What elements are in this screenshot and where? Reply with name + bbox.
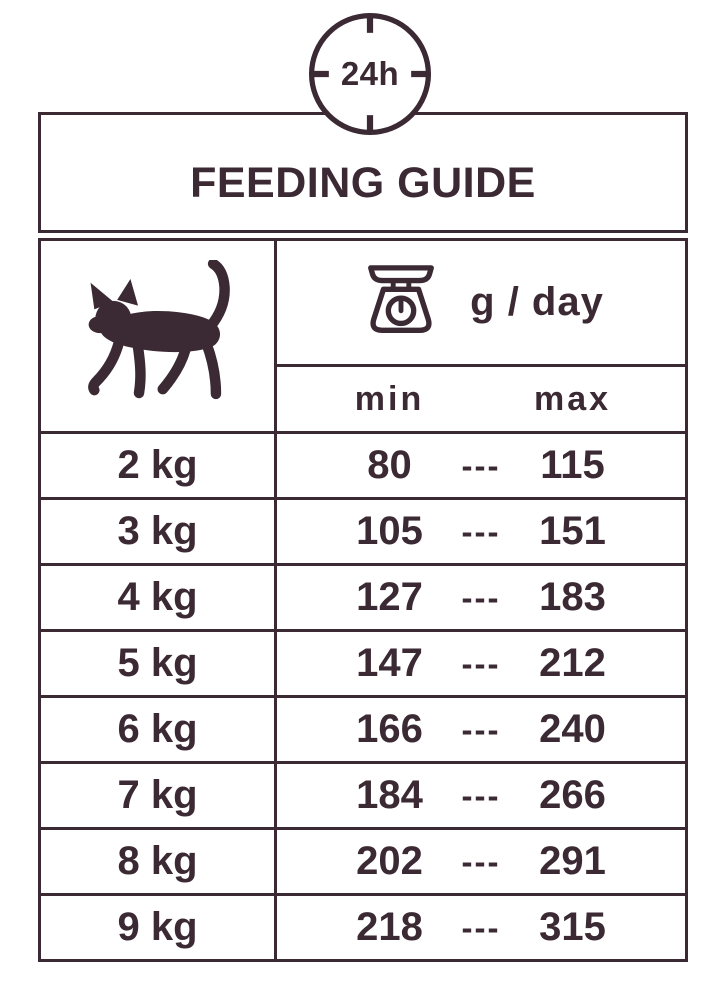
weight-cell: 2 kg (41, 434, 277, 497)
table-header (41, 241, 685, 431)
max-value: 183 (539, 575, 606, 619)
range-dash: --- (461, 776, 501, 814)
values-cell (277, 566, 685, 629)
min-value: 147 (356, 641, 423, 685)
clock-label: 24h (340, 55, 400, 92)
values-cell (277, 698, 685, 761)
cat-icon (77, 260, 239, 412)
min-value: 166 (356, 707, 423, 751)
max-value: 115 (540, 443, 605, 487)
weight-column-header (41, 241, 277, 431)
min-value: 218 (356, 905, 423, 949)
values-cell (277, 500, 685, 563)
max-column-header: max (533, 379, 612, 418)
page-title: FEEDING GUIDE (190, 159, 536, 207)
max-value: 291 (539, 839, 606, 883)
range-dash: --- (461, 842, 501, 880)
values-cell (277, 830, 685, 893)
weight-cell: 5 kg (41, 632, 277, 695)
range-dash: --- (461, 512, 501, 550)
minmax-header-row (277, 364, 685, 431)
max-value: 212 (539, 641, 606, 685)
max-value: 240 (539, 707, 606, 751)
range-dash: --- (461, 710, 501, 748)
max-value: 315 (539, 905, 606, 949)
min-value: 127 (356, 575, 423, 619)
table-row (41, 497, 685, 563)
values-cell (277, 896, 685, 959)
values-cell (277, 632, 685, 695)
unit-label: g / day (470, 280, 604, 324)
max-value: 151 (539, 509, 606, 553)
min-column-header: min (354, 379, 425, 418)
values-cell (277, 764, 685, 827)
weight-cell: 9 kg (41, 896, 277, 959)
min-value: 184 (356, 773, 423, 817)
scale-icon (358, 263, 444, 343)
range-dash: --- (461, 578, 501, 616)
table-row (41, 827, 685, 893)
min-value: 80 (367, 443, 412, 487)
table-row (41, 629, 685, 695)
table-row (41, 893, 685, 959)
weight-cell: 8 kg (41, 830, 277, 893)
values-cell (277, 434, 685, 497)
min-value: 202 (356, 839, 423, 883)
clock-24h-icon (303, 7, 437, 141)
feeding-table (38, 238, 688, 962)
weight-cell: 7 kg (41, 764, 277, 827)
weight-cell: 3 kg (41, 500, 277, 563)
table-row (41, 431, 685, 497)
table-row (41, 695, 685, 761)
max-value: 266 (539, 773, 606, 817)
weight-cell: 4 kg (41, 566, 277, 629)
table-row (41, 761, 685, 827)
range-dash: --- (461, 446, 501, 484)
weight-cell: 6 kg (41, 698, 277, 761)
table-row (41, 563, 685, 629)
range-dash: --- (461, 644, 501, 682)
unit-header-cell (277, 241, 685, 364)
range-dash: --- (461, 908, 501, 946)
min-value: 105 (356, 509, 423, 553)
